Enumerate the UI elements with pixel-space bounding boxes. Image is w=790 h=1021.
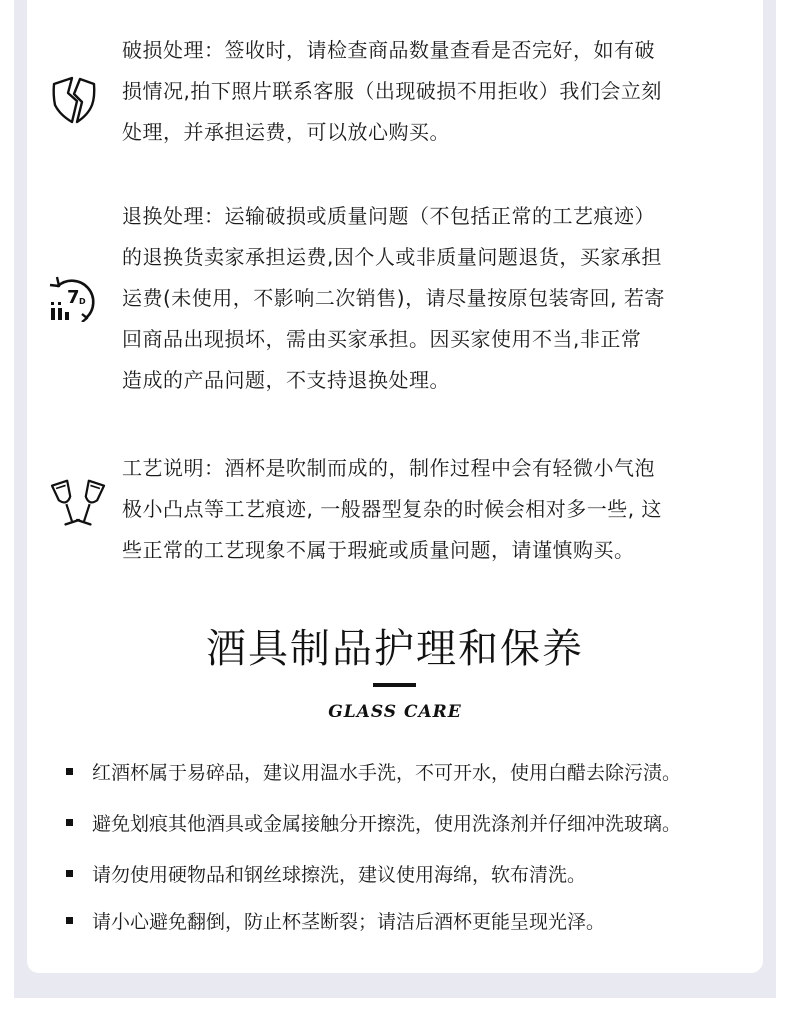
day-label: D xyxy=(79,297,86,306)
policy-line: 回商品出现损坏，需由买家承担。因买家使用不当,非正常 xyxy=(122,327,642,351)
wine-glasses-icon xyxy=(45,478,109,538)
care-item-text: 请勿使用硬物品和钢丝球擦洗，建议使用海绵，软布清洗。 xyxy=(92,864,587,886)
policy-line: 处理，并承担运费，可以放心购买。 xyxy=(122,120,450,144)
list-item xyxy=(66,860,586,890)
list-item xyxy=(66,809,681,839)
care-item-text: 避免划痕其他酒具或金属接触分开擦洗，使用洗涤剂并仔细冲洗玻璃。 xyxy=(92,813,682,835)
policy-line: 破损处理：签收时，请检查商品数量查看是否完好，如有破 xyxy=(122,38,655,62)
policy-line: 的退换货卖家承担运费,因个人或非质量问题退货，买家承担 xyxy=(122,245,662,269)
broken-shield-icon xyxy=(50,75,98,131)
care-title: 酒具制品护理和保养 xyxy=(206,626,584,672)
policy-line: 些正常的工艺现象不属于瑕疵或质量问题，请谨慎购买。 xyxy=(122,538,635,562)
craft-note-text xyxy=(122,448,752,571)
bullet-icon xyxy=(66,819,73,826)
policy-line: 工艺说明：酒杯是吹制而成的，制作过程中会有轻微小气泡 xyxy=(122,456,655,480)
policy-line: 退换处理：运输破损或质量问题（不包括正常的工艺痕迹） xyxy=(122,204,655,228)
bullet-icon xyxy=(66,870,73,877)
damage-policy-text xyxy=(122,30,752,153)
policy-line: 运费(未使用，不影响二次销售)，请尽量按原包装寄回, 若寄 xyxy=(122,286,665,310)
list-item xyxy=(66,907,605,937)
care-subtitle: GLASS CARE xyxy=(328,702,462,722)
title-divider xyxy=(373,683,416,687)
bullet-icon xyxy=(66,768,73,775)
list-item xyxy=(66,758,681,788)
policy-line: 极小凸点等工艺痕迹, 一般器型复杂的时候会相对多一些, 这 xyxy=(122,497,662,521)
return-policy-text xyxy=(122,196,752,401)
policy-line: 损情况,拍下照片联系客服（出现破损不用拒收）我们会立刻 xyxy=(122,79,662,103)
care-item-text: 红酒杯属于易碎品，建议用温水手洗，不可开水，使用白醋去除污渍。 xyxy=(92,762,682,784)
seven-label: 7 xyxy=(67,287,80,308)
care-item-text: 请小心避免翻倒，防止杯茎断裂；请洁后酒杯更能呈现光泽。 xyxy=(92,911,606,933)
seven-day-return-icon xyxy=(48,272,104,326)
bullet-icon xyxy=(66,917,73,924)
policy-line: 造成的产品问题，不支持退换处理。 xyxy=(122,368,450,392)
